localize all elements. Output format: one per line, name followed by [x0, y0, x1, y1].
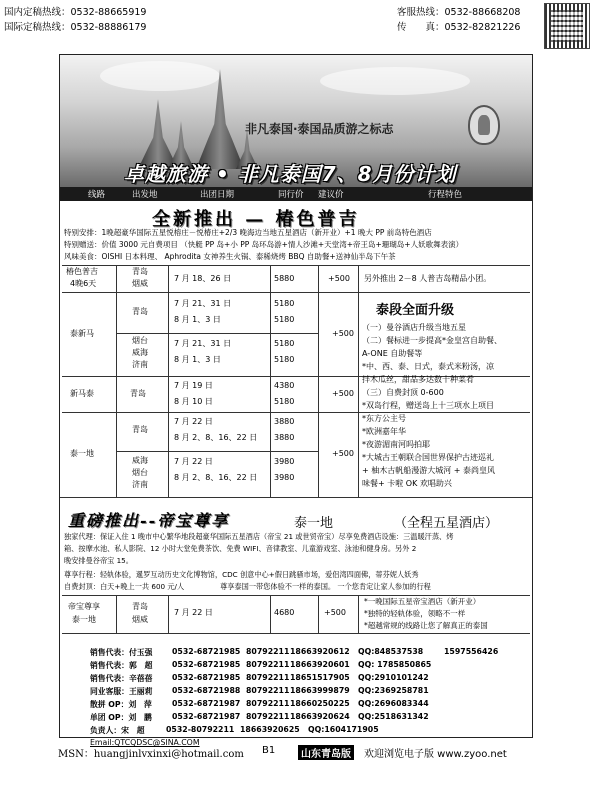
- departure: 烟台 威海 济南: [132, 336, 148, 369]
- col-features: 行程特色: [428, 190, 463, 200]
- suggest-price: +500: [328, 274, 350, 283]
- feature-text: 另外推出 2－8 人普吉岛精品小团。: [364, 274, 492, 283]
- col-peer-price: 同行价: [278, 190, 304, 200]
- departure-dates: 7 月 22 日: [174, 608, 213, 617]
- departure-dates: 8 月 2、8、16、22 日: [174, 473, 258, 482]
- website-note: 欢迎浏览电子版 www.zyoo.net: [364, 749, 507, 760]
- route-name: 帝宝尊享 泰一地: [68, 602, 100, 624]
- col-depart: 出发地: [132, 190, 158, 200]
- departure: 青岛 烟威: [132, 267, 148, 288]
- peer-price: 3980: [274, 473, 295, 482]
- promo1-title: 全新推出 — 椿色普吉: [152, 209, 360, 230]
- cuisine: 风味美食：OISHI 日本料理、 Aphrodita 女神养生火锅、泰稀烧烤 BBQ 自助餐+送神仙半岛下午茶: [64, 252, 396, 261]
- banner-slogan: 非凡泰国·泰国品质游之标志: [245, 122, 394, 136]
- peer-price: 4380: [274, 381, 295, 390]
- contact-row: 销售代表：付玉强 0532-68721985 80792211 18663920612 QQ:848537538 1597556426: [90, 647, 499, 657]
- departure-dates: 7 月 22 日: [174, 417, 213, 426]
- suggest-price: +500: [332, 329, 354, 338]
- domestic-hotline: 国内定稿热线：0532-88665919: [4, 7, 147, 18]
- cloud-decor: [100, 61, 220, 91]
- departure-dates: 8 月 2、8、16、22 日: [174, 433, 258, 442]
- fax-number: 传 真：0532-82821226: [397, 22, 521, 33]
- departure: 威海 烟台 济南: [132, 456, 148, 489]
- peer-price: 4680: [274, 608, 295, 617]
- premium-itinerary: 尊享行程：轻轨体验，暹罗互动历史文化博物馆，CDC 创意中心+假日跳骚市场，爱侣湾四面佛，蒂芬妮人妖秀: [64, 570, 419, 579]
- service-hotline: 客服热线：0532-88668208: [397, 7, 521, 18]
- departure-dates: 7 月 22 日: [174, 457, 213, 466]
- departure-dates: 8 月 1、3 日: [174, 355, 221, 364]
- page-number: B1: [262, 745, 276, 756]
- exclusive-agent: 独家代理：保证入住 1 晚市中心繁华地段超豪华国际五星酒店（帝宝 21 或世贸帝宝）尽享免费酒店设施：三温暖汗蒸、烤: [64, 532, 454, 541]
- departure: 青岛: [132, 307, 148, 316]
- peer-price: 5880: [274, 274, 295, 283]
- contact-row: 散拼 OP：刘 萍 0532-68721987 80792211 18660250225 QQ:2696083344: [90, 699, 429, 709]
- departure-dates: 8 月 1、3 日: [174, 315, 221, 324]
- col-dates: 出团日期: [200, 190, 235, 200]
- banner: [60, 55, 532, 187]
- contact-row: 销售代表：郭 超 0532-68721985 80792211 18663920601 QQ: 1785850865: [90, 660, 432, 670]
- suggest-price: +500: [332, 449, 354, 458]
- special-gift: 特别赠送：价值 3000 元自费项目 （快艇 PP 岛+小 PP 岛环岛游+情人沙滩+天堂湾+帝王岛+珊瑚岛+人妖歌舞表演）: [64, 240, 464, 249]
- peer-price: 3980: [274, 457, 295, 466]
- feature-text: *一晚国际五星帝宝酒店（新开业） *独特的轻轨体验，领略不一样 *超越常规的线路让您了解真正的泰国: [364, 597, 488, 630]
- contact-row: 负责人：宋 超 0532-80792211 18663920625 QQ:1604171905: [90, 725, 379, 735]
- table-row: [62, 596, 530, 634]
- special-stay: 特别安排：1晚超豪华国际五星悦榕庄－悦椿庄+2/3 晚海边当地五星酒店（新开业）+1 晚大 PP 前岛特色酒店: [64, 228, 432, 237]
- edition-badge: 山东青岛版: [298, 745, 354, 760]
- plan-title: 卓越旅游 • 非凡泰国7、8月份计划: [124, 162, 457, 186]
- suggest-price: +500: [324, 608, 346, 617]
- route-name: 泰新马: [70, 329, 94, 338]
- contact-row: 单团 OP：刘 鹏 0532-68721987 80792211 18663920624 QQ:2518631342: [90, 712, 429, 722]
- route-name: 新马泰: [70, 389, 94, 398]
- contact-row: 同业客服：王丽莉 0532-68721988 80792211 18663999879 QQ:2369258781: [90, 686, 429, 696]
- hotlines: [4, 6, 533, 42]
- peer-price: 5180: [274, 339, 295, 348]
- departure-dates: 7 月 18、26 日: [174, 274, 232, 283]
- promo2-title: 重磅推出--帝宝尊享: [68, 511, 230, 530]
- peer-price: 5180: [274, 355, 295, 364]
- premium-table: [62, 595, 530, 633]
- departure: 青岛 烟威: [132, 602, 148, 624]
- departure-dates: 7 月 19 日: [174, 381, 213, 390]
- peer-price: 3880: [274, 433, 295, 442]
- peer-price: 3880: [274, 417, 295, 426]
- suggest-price: +500: [332, 389, 354, 398]
- table-row: [62, 266, 530, 293]
- col-suggest-price: 建议价: [318, 190, 344, 200]
- route-name: 椿色普吉 4晚6天: [66, 267, 98, 288]
- international-hotline: 国际定稿热线：0532-88886179: [4, 22, 147, 33]
- qr-code-icon: [544, 3, 590, 49]
- table-header: [60, 187, 532, 201]
- departure-dates: 7 月 21、31 日: [174, 299, 232, 308]
- departure-dates: 8 月 10 日: [174, 397, 213, 406]
- upgrade-title: 泰段全面升级: [376, 303, 455, 318]
- col-route: 线路: [88, 190, 106, 200]
- peer-price: 5180: [274, 299, 295, 308]
- promo2-hotel: （全程五星酒店）: [394, 516, 499, 531]
- upgrade-list: （一）曼谷酒店升级当地五星 （二）餐标进一步提高*金皇宫自助餐、 A-ONE 自助餐等 *中、西、泰、日式，泰式米粉汤，凉 拌木瓜丝，甜品多达数十种菜肴 （三）自费封顶 0-600 *双岛行程，赠送岛上十三项水上项目 *东方公主号 *欧洲嘉年华 *夜游湄南河吗拍耶 *大城古王朝联合国世界保护古迹巡礼 + 柚木古帆船漫游大城河 + 泰尚皇风 味餐+ 卡啦 OK 欢唱助兴: [362, 323, 502, 488]
- extra-cost-cap: 自费封顶：白天+晚上一共 600 元/人 尊享泰国一带您体验不一样的泰国。 一个您肯定让家人参加的行程: [64, 582, 431, 591]
- hotel-nights: 晚安排曼谷帝宝 15。: [64, 556, 133, 565]
- peer-price: 5180: [274, 397, 295, 406]
- footer: [0, 743, 595, 761]
- peer-price: 5180: [274, 315, 295, 324]
- departure: 青岛: [130, 389, 146, 398]
- thai-emblem-icon: [468, 105, 500, 145]
- departure-dates: 7 月 21、31 日: [174, 339, 232, 348]
- departure: 青岛: [132, 425, 148, 434]
- hotel-facilities: 箱、按摩水池、私人影院、12 小时大堂免费茶饮、免费 WIFI、音律教室、儿童游戏室、泳池和健身房。另外 2: [64, 544, 417, 553]
- contact-row: 销售代表：辛蓓蓓 0532-68721985 80792211 18651517905 QQ:2910101242: [90, 673, 429, 683]
- route-name: 泰一地: [70, 449, 94, 458]
- promo2-route: 泰一地: [294, 516, 334, 531]
- email: Email:QTCQDSC@SINA.COM: [90, 738, 200, 747]
- advert-frame: [59, 54, 533, 747]
- cloud-decor: [320, 67, 470, 95]
- msn-address: MSN：huangjinlvxinxi@hotmail.com: [58, 749, 244, 760]
